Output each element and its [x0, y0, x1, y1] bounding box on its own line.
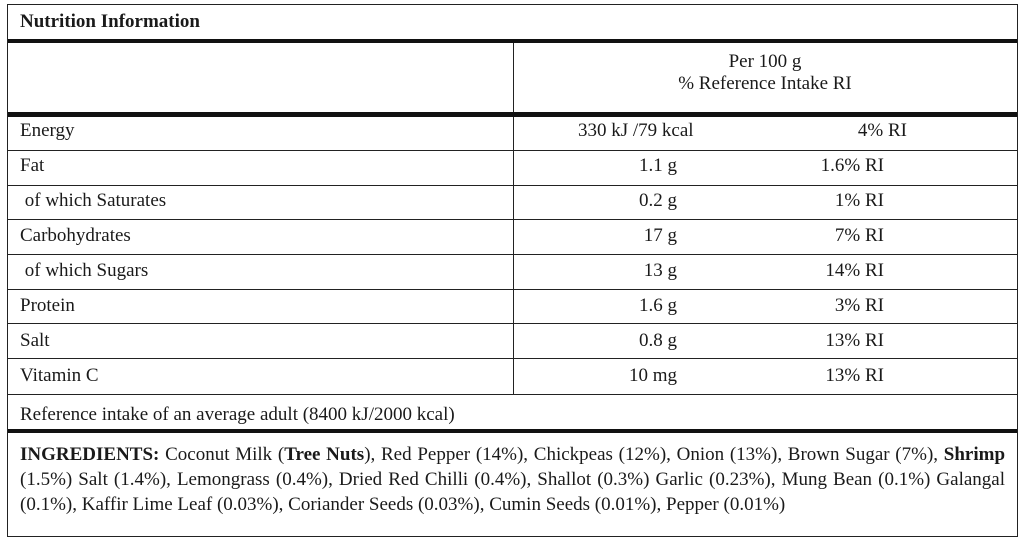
row-divider — [8, 219, 1017, 220]
nutrient-ri: 4% RI — [857, 120, 907, 141]
nutrient-name: Energy — [20, 120, 75, 141]
nutrient-name: Salt — [20, 330, 50, 351]
row-divider — [8, 185, 1017, 186]
nutrient-name: of which Sugars — [20, 260, 149, 281]
ingredients-part: (1.5%) Salt (1.4%), Lemongrass (0.4%), Dried Red Chilli (0.4%), Shallot (0.3%) Garlic (0.23%), Mung Bean (0.1%) Galangal (0.1%), Kaffir Lime Leaf (0.03%), Coriander Seeds (0.03%), Cumin Seeds (0.01%), Pepper (0.01%) — [20, 469, 1005, 515]
nutrient-name: Carbohydrates — [20, 225, 131, 246]
nutrient-amount: 0.2 g — [639, 190, 677, 211]
nutrient-ri: 13% RI — [825, 330, 884, 351]
ingredients-label: INGREDIENTS: — [20, 444, 160, 465]
ingredients-text — [20, 442, 1005, 517]
reference-intake-header: % Reference Intake RI — [678, 73, 852, 94]
per-100g-header: Per 100 g — [728, 51, 802, 72]
footer-divider — [8, 429, 1017, 433]
nutrient-amount: 1.6 g — [639, 295, 677, 316]
nutrition-panel — [7, 4, 1018, 537]
row-divider — [8, 323, 1017, 324]
nutrient-amount: 17 g — [643, 225, 677, 246]
panel-title: Nutrition Information — [20, 11, 200, 32]
nutrient-ri: 3% RI — [834, 295, 884, 316]
nutrient-amount: 13 g — [643, 260, 677, 281]
nutrient-ri: 13% RI — [825, 365, 884, 386]
nutrient-amount: 0.8 g — [639, 330, 677, 351]
ingredients-part: ), Red Pepper (14%), Chickpeas (12%), Onion (13%), Brown Sugar (7%), — [364, 444, 944, 465]
row-divider — [8, 150, 1017, 151]
ingredients-part: Coconut Milk ( — [159, 444, 285, 465]
row-divider — [8, 254, 1017, 255]
nutrient-amount: 330 kJ /79 kcal — [578, 120, 694, 141]
nutrient-name: Protein — [20, 295, 75, 316]
nutrient-ri: 1.6% RI — [820, 155, 884, 176]
row-divider — [8, 358, 1017, 359]
nutrient-ri: 14% RI — [825, 260, 884, 281]
nutrient-ri: 7% RI — [834, 225, 884, 246]
nutrient-ri: 1% RI — [834, 190, 884, 211]
nutrient-amount: 1.1 g — [639, 155, 677, 176]
nutrient-name: of which Saturates — [20, 190, 167, 211]
table-column-divider — [513, 117, 514, 394]
allergen-tree-nuts: Tree Nuts — [284, 444, 365, 465]
nutrient-amount: 10 mg — [628, 365, 677, 386]
reference-intake-note: Reference intake of an average adult (8400 kJ/2000 kcal) — [20, 404, 455, 425]
nutrient-name: Fat — [20, 155, 45, 176]
nutrient-name: Vitamin C — [20, 365, 99, 386]
row-divider — [8, 289, 1017, 290]
table-bottom-line — [8, 394, 1017, 395]
allergen-shrimp: Shrimp — [943, 444, 1006, 465]
